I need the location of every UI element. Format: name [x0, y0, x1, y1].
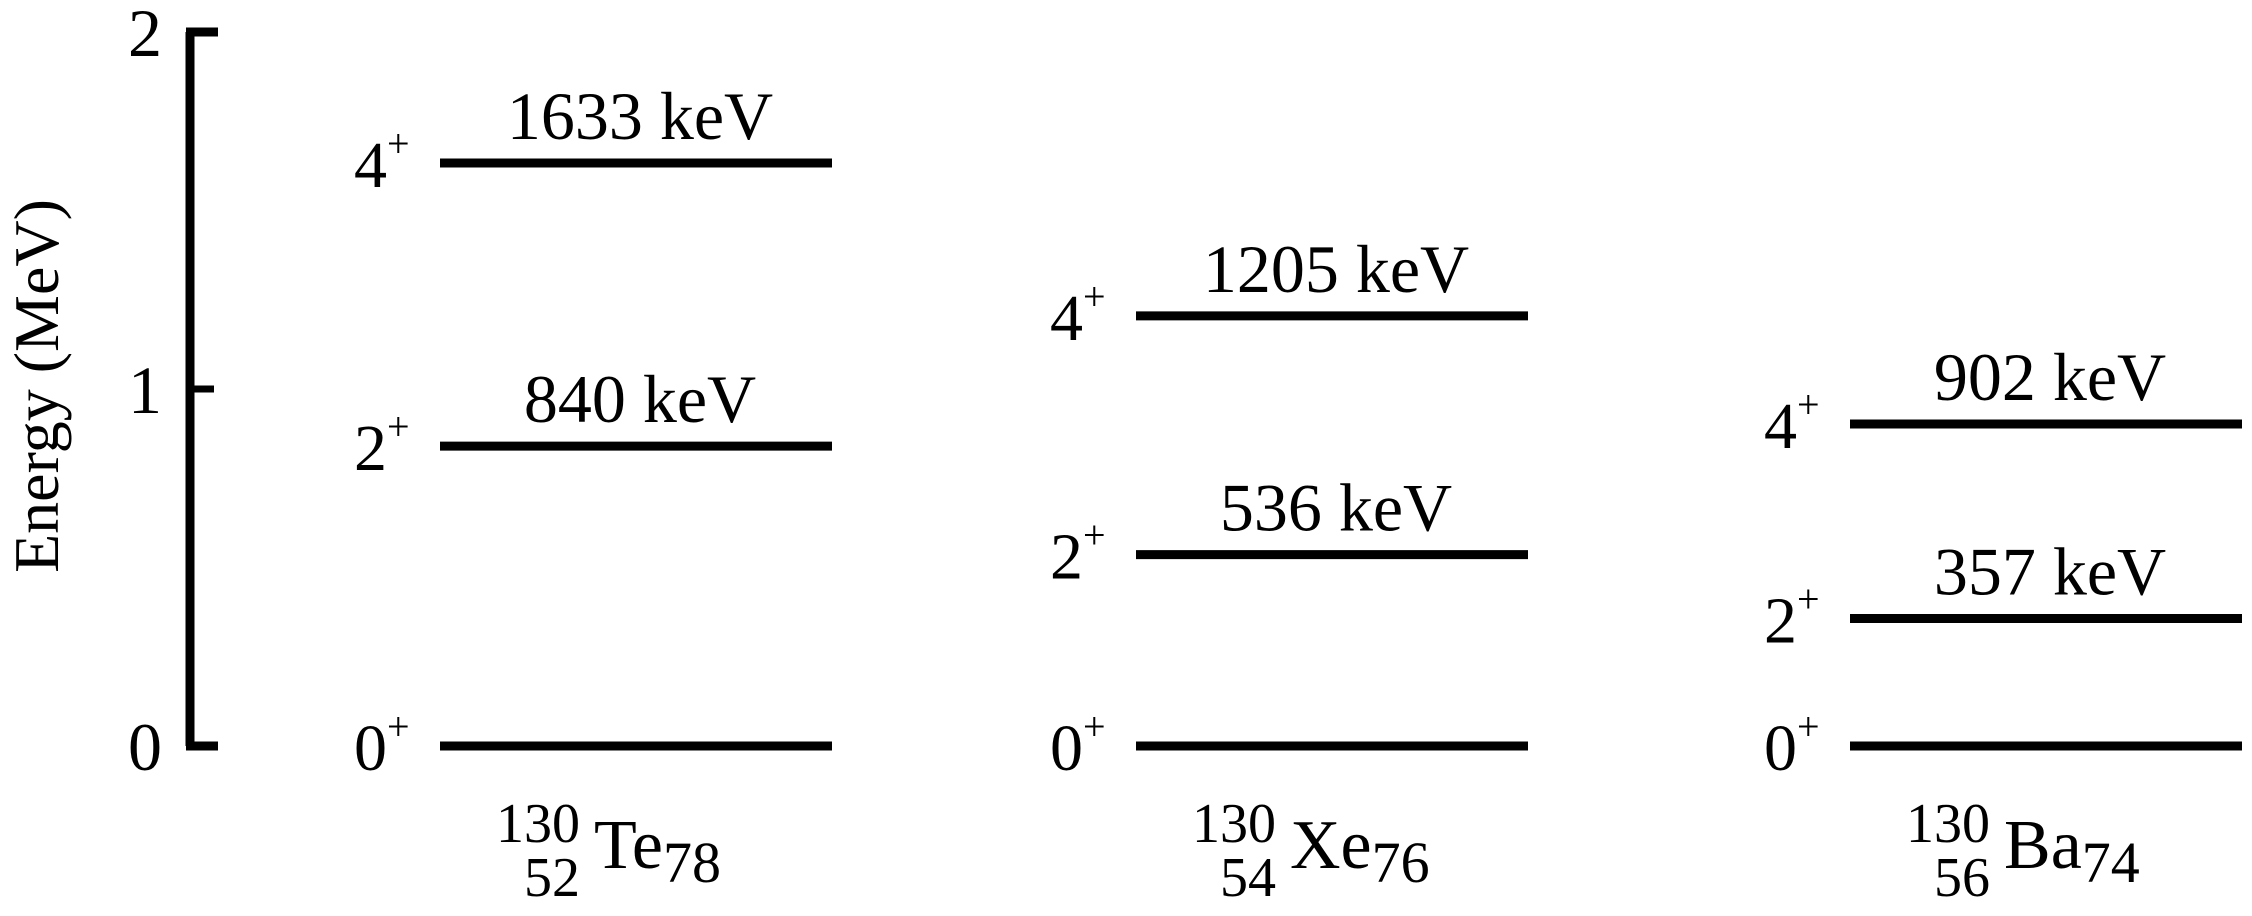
nucleus-symbol: $Te_{78}$	[594, 807, 721, 895]
spin-parity-label: 0+	[1050, 704, 1106, 785]
spin-parity-label: 4+	[1050, 273, 1106, 355]
energy-value-label: 536 keV	[1219, 469, 1453, 546]
energy-value-label: 1633 keV	[506, 78, 774, 155]
nucleus-mass-number: 130	[1906, 793, 1990, 855]
spin-parity-label: 0+	[1764, 704, 1820, 785]
axis-tick-label: 2	[128, 0, 162, 71]
axis-tick-label: 0	[128, 709, 162, 785]
nucleus-proton-number: 52	[524, 847, 580, 909]
nucleus-proton-number: 56	[1934, 847, 1990, 909]
spin-parity-label: 4+	[354, 121, 410, 203]
nuclei-levels	[354, 78, 2242, 909]
nucleus-symbol: $Xe_{76}$	[1290, 807, 1430, 895]
energy-value-label: 1205 keV	[1202, 230, 1470, 307]
nucleus-symbol: $Ba_{74}$	[2004, 807, 2140, 895]
energy-value-label: 902 keV	[1933, 338, 2167, 415]
energy-value-label: 840 keV	[523, 361, 757, 438]
nucleus-mass-number: 130	[1192, 793, 1276, 855]
spin-parity-label: 2+	[354, 404, 410, 486]
nucleus-te	[354, 78, 832, 909]
nucleus-neutron-number: 78	[662, 830, 721, 895]
energy-axis	[128, 0, 218, 785]
energy-value-label: 357 keV	[1933, 533, 2167, 610]
spin-parity-label: 2+	[1764, 576, 1820, 658]
nucleus-neutron-number: 74	[2081, 830, 2140, 895]
spin-parity-label: 0+	[354, 704, 410, 785]
nucleus-proton-number: 54	[1220, 847, 1276, 909]
axis-tick-label: 1	[128, 352, 162, 428]
energy-axis-label: Energy (MeV)	[1, 199, 72, 573]
nucleus-neutron-number: 76	[1371, 830, 1430, 895]
nucleus-ba	[1764, 339, 2242, 909]
nucleus-xe	[1050, 231, 1528, 909]
spin-parity-label: 2+	[1050, 512, 1106, 594]
spin-parity-label: 4+	[1764, 381, 1820, 463]
nucleus-mass-number: 130	[496, 793, 580, 855]
